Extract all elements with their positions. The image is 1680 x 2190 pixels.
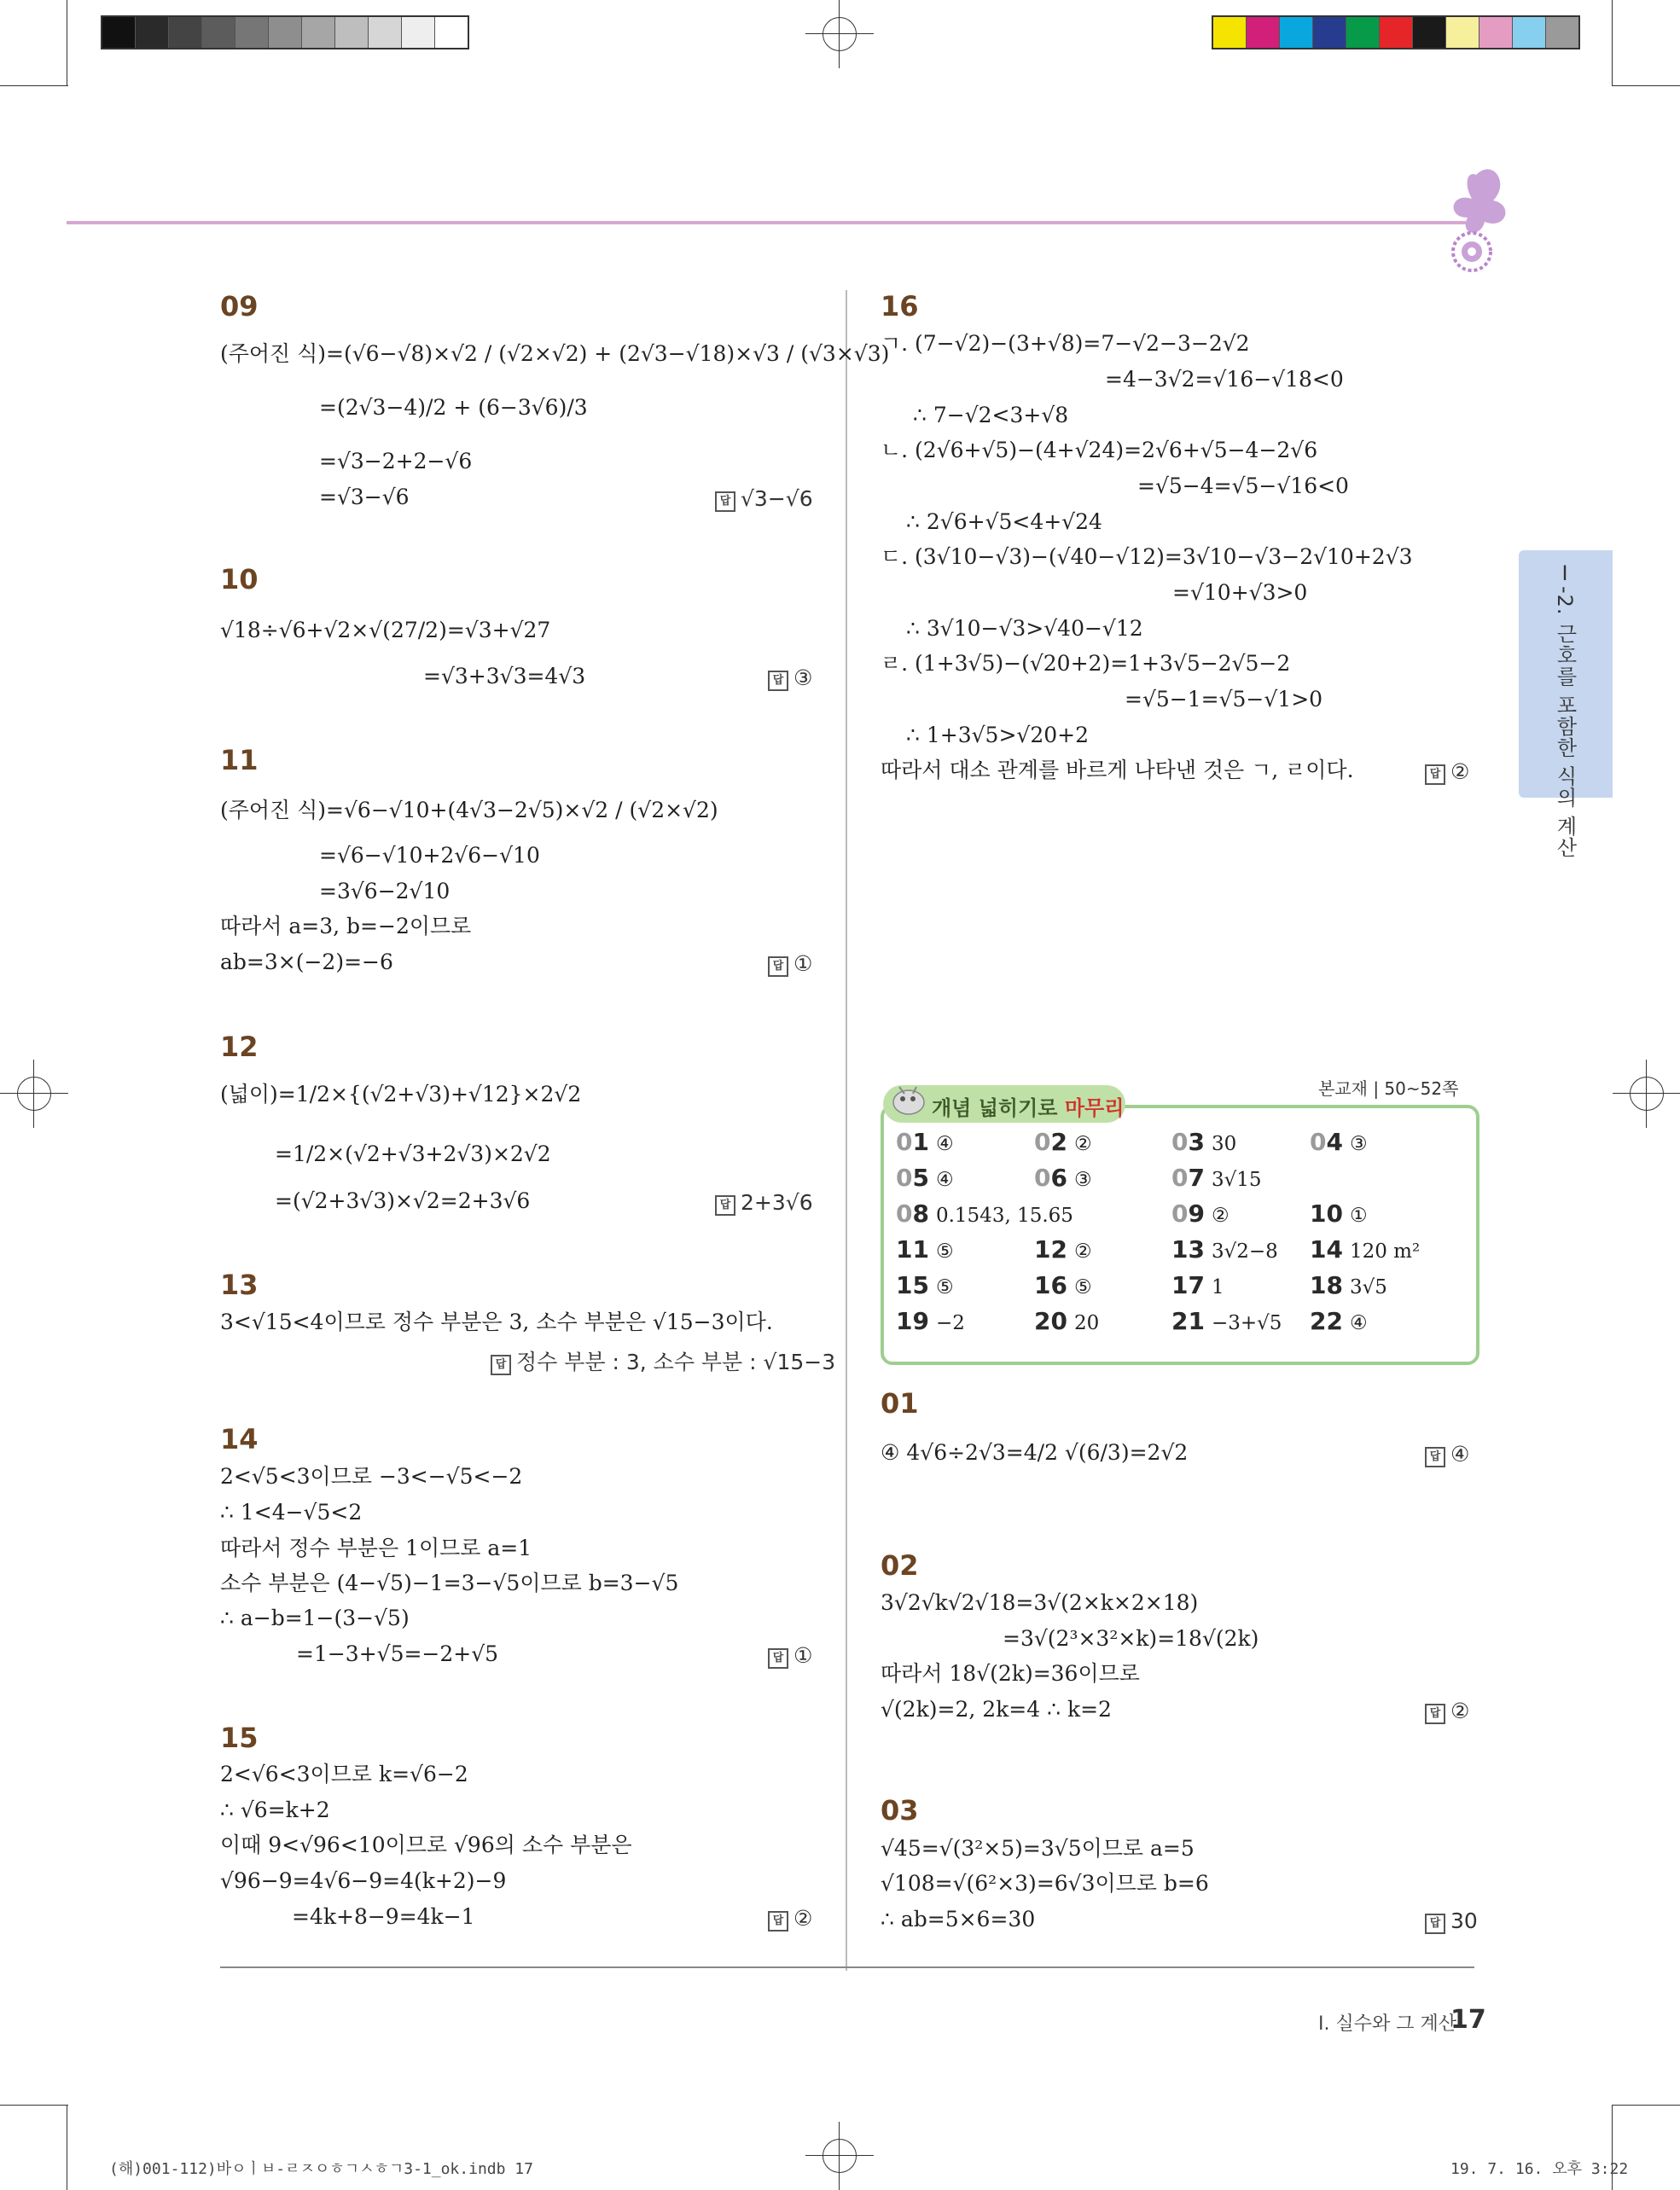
crop-mark bbox=[1612, 85, 1680, 86]
answer-tag-icon: 답 bbox=[768, 956, 788, 977]
mascot-icon bbox=[887, 1077, 930, 1119]
solution-line: √(2k)=2, 2k=4 ∴ k=2 bbox=[881, 1697, 1112, 1722]
solution-line: ∴ √6=k+2 bbox=[220, 1798, 330, 1822]
summary-item-number: 06 bbox=[1034, 1164, 1067, 1192]
calibration-swatch bbox=[1247, 17, 1280, 48]
color-calibration-bar bbox=[1212, 15, 1580, 49]
summary-item-value: ④ bbox=[935, 1133, 954, 1155]
summary-item-value: 1 bbox=[1211, 1276, 1224, 1298]
summary-item-number: 13 bbox=[1171, 1235, 1205, 1263]
summary-item-number: 16 bbox=[1034, 1271, 1067, 1299]
summary-item-number: 02 bbox=[1034, 1128, 1067, 1156]
calibration-swatch bbox=[1313, 17, 1346, 48]
registration-mark-left bbox=[0, 1060, 68, 1128]
print-slug-right: 19. 7. 16. 오후 3:22 bbox=[1450, 2160, 1629, 2178]
answer: 답 ① bbox=[768, 951, 812, 977]
crop-mark bbox=[1612, 0, 1613, 85]
calibration-swatch bbox=[369, 17, 402, 48]
summary-item-number: 12 bbox=[1034, 1235, 1067, 1263]
answer-tag-icon: 답 bbox=[1425, 764, 1445, 785]
footer-chapter: Ⅰ. 실수와 그 계산 bbox=[1318, 2013, 1456, 2035]
summary-answer-item bbox=[1171, 1271, 1224, 1299]
summary-item-value: ② bbox=[1073, 1240, 1092, 1263]
solution-line: =√6−√10+2√6−√10 bbox=[319, 843, 540, 868]
summary-item-number: 04 bbox=[1310, 1128, 1343, 1156]
solution-line: =3√(2³×3²×k)=18√(2k) bbox=[1003, 1626, 1259, 1651]
question-number: 14 bbox=[220, 1423, 259, 1455]
calibration-swatch bbox=[335, 17, 369, 48]
summary-item-value: 3√5 bbox=[1349, 1276, 1387, 1298]
answer-tag-icon: 답 bbox=[715, 491, 735, 512]
summary-item-value: ③ bbox=[1349, 1133, 1368, 1155]
summary-item-value: ① bbox=[1349, 1205, 1368, 1227]
registration-mark-right bbox=[1613, 1060, 1680, 1128]
question-number: 15 bbox=[220, 1722, 259, 1754]
solution-line: ∴ ab=5×6=30 bbox=[881, 1907, 1036, 1931]
summary-answer-item bbox=[896, 1271, 954, 1299]
solution-line: ㄷ. (3√10−√3)−(√40−√12)=3√10−√3−2√10+2√3 bbox=[881, 544, 1413, 569]
answer: 답 ③ bbox=[768, 665, 812, 691]
summary-item-value: ③ bbox=[1073, 1169, 1092, 1191]
question-number: 10 bbox=[220, 563, 259, 595]
summary-answer-item bbox=[1034, 1128, 1092, 1156]
summary-item-value: ② bbox=[1073, 1133, 1092, 1155]
solution-line: 따라서 정수 부분은 1이므로 a=1 bbox=[220, 1536, 532, 1560]
calibration-swatch bbox=[1380, 17, 1413, 48]
solution-line: ④ 4√6÷2√3=4/2 √(6/3)=2√2 bbox=[881, 1440, 1189, 1465]
summary-answer-item bbox=[1310, 1271, 1387, 1299]
summary-item-value: 3√15 bbox=[1211, 1169, 1262, 1191]
calibration-swatch bbox=[1546, 17, 1578, 48]
crop-mark bbox=[0, 2105, 68, 2106]
solution-line: =1/2×(√2+√3+2√3)×2√2 bbox=[275, 1141, 551, 1166]
answer: 답 ① bbox=[768, 1643, 812, 1669]
summary-answer-item bbox=[896, 1200, 1073, 1228]
header-rule bbox=[67, 221, 1466, 224]
solution-line: =4−3√2=√16−√18<0 bbox=[1105, 367, 1344, 392]
solution-line: ab=3×(−2)=−6 bbox=[220, 950, 393, 974]
solution-line: 2<√6<3이므로 k=√6−2 bbox=[220, 1762, 468, 1786]
summary-item-number: 17 bbox=[1171, 1271, 1205, 1299]
calibration-swatch bbox=[1213, 17, 1247, 48]
summary-item-value: ④ bbox=[1349, 1312, 1368, 1334]
solution-line: 3<√15<4이므로 정수 부분은 3, 소수 부분은 √15−3이다. bbox=[220, 1310, 773, 1334]
summary-item-number: 10 bbox=[1310, 1200, 1343, 1228]
summary-item-number: 08 bbox=[896, 1200, 929, 1228]
calibration-swatch bbox=[302, 17, 335, 48]
calibration-swatch bbox=[169, 17, 202, 48]
print-slug-left: (해)001-112)바ㅇㅣㅂ-ㄹㅈㅇㅎㄱㅅㅎㄱ3-1_ok.indb 17 bbox=[109, 2160, 533, 2178]
solution-line: 따라서 a=3, b=−2이므로 bbox=[220, 914, 472, 938]
solution-line: =√10+√3>0 bbox=[1172, 580, 1308, 605]
solution-line: ∴ 7−√2<3+√8 bbox=[913, 403, 1069, 427]
answer: 답 ② bbox=[768, 1906, 812, 1931]
solution-line: =√3−√6 bbox=[319, 485, 410, 509]
solution-line: ㄱ. (7−√2)−(3+√8)=7−√2−3−2√2 bbox=[881, 331, 1250, 356]
answer: 답 √3−√6 bbox=[715, 486, 813, 512]
answer-tag-icon: 답 bbox=[715, 1195, 735, 1216]
solution-line: √108=√(6²×3)=6√3이므로 b=6 bbox=[881, 1871, 1209, 1896]
summary-item-value: 3√2−8 bbox=[1211, 1240, 1278, 1263]
solution-line: ∴ 1<4−√5<2 bbox=[220, 1500, 363, 1525]
summary-answer-item bbox=[1310, 1235, 1420, 1263]
solution-line: 이때 9<√96<10이므로 √96의 소수 부분은 bbox=[220, 1833, 632, 1857]
calibration-swatch bbox=[1513, 17, 1546, 48]
question-number: 02 bbox=[881, 1549, 919, 1582]
solution-line: ∴ 1+3√5>√20+2 bbox=[906, 723, 1089, 747]
solution-line: ∴ 3√10−√3>√40−√12 bbox=[906, 616, 1143, 641]
summary-item-number: 01 bbox=[896, 1128, 929, 1156]
calibration-swatch bbox=[1346, 17, 1380, 48]
gray-calibration-bar bbox=[101, 15, 469, 49]
solution-line: =(2√3−4)/2 + (6−3√6)/3 bbox=[319, 395, 588, 420]
summary-item-number: 19 bbox=[896, 1307, 929, 1335]
summary-answer-item bbox=[1171, 1128, 1236, 1156]
calibration-swatch bbox=[102, 17, 136, 48]
question-number: 13 bbox=[220, 1269, 259, 1301]
solution-line: 소수 부분은 (4−√5)−1=3−√5이므로 b=3−√5 bbox=[220, 1571, 679, 1595]
calibration-swatch bbox=[202, 17, 235, 48]
answer-tag-icon: 답 bbox=[491, 1355, 511, 1375]
calibration-swatch bbox=[1479, 17, 1513, 48]
solution-line: 따라서 18√(2k)=36이므로 bbox=[881, 1661, 1140, 1686]
summary-item-value: 30 bbox=[1211, 1133, 1237, 1155]
solution-line: =1−3+√5=−2+√5 bbox=[296, 1641, 499, 1666]
solution-line: =(√2+3√3)×√2=2+3√6 bbox=[275, 1188, 531, 1213]
crop-mark bbox=[0, 85, 68, 86]
question-number: 03 bbox=[881, 1794, 919, 1827]
summary-item-value: 20 bbox=[1073, 1312, 1100, 1334]
summary-item-value: −2 bbox=[935, 1312, 965, 1334]
solution-line: =√5−1=√5−√1>0 bbox=[1125, 687, 1323, 712]
summary-title: 개념 넓히기로 마무리 bbox=[932, 1096, 1125, 1120]
textbook-page-reference: 본교재 | 50~52쪽 bbox=[1318, 1078, 1459, 1099]
calibration-swatch bbox=[1280, 17, 1313, 48]
solution-line: ∴ a−b=1−(3−√5) bbox=[220, 1606, 410, 1630]
question-number: 12 bbox=[220, 1031, 259, 1063]
solution-line: (넓이)=1/2×{(√2+√3)+√12}×2√2 bbox=[220, 1082, 582, 1107]
solution-line: ㄹ. (1+3√5)−(√20+2)=1+3√5−2√5−2 bbox=[881, 651, 1291, 676]
summary-item-number: 03 bbox=[1171, 1128, 1205, 1156]
summary-item-value: ⑤ bbox=[935, 1240, 954, 1263]
answer-tag-icon: 답 bbox=[1425, 1447, 1445, 1467]
solution-line: ∴ 2√6+√5<4+√24 bbox=[906, 509, 1102, 534]
summary-answer-item bbox=[896, 1128, 954, 1156]
registration-mark-top bbox=[805, 0, 874, 68]
answer: 답 정수 부분 : 3, 소수 부분 : √15−3 bbox=[491, 1345, 835, 1376]
summary-answer-item bbox=[1171, 1200, 1229, 1228]
summary-item-number: 05 bbox=[896, 1164, 929, 1192]
answer: 답 ② bbox=[1425, 1699, 1469, 1724]
summary-item-number: 20 bbox=[1034, 1307, 1067, 1335]
summary-answer-item bbox=[1171, 1164, 1262, 1192]
summary-item-value: ⑤ bbox=[1073, 1276, 1092, 1298]
question-number: 11 bbox=[220, 744, 259, 776]
flower-ornament-icon bbox=[1433, 158, 1519, 277]
calibration-swatch bbox=[402, 17, 435, 48]
summary-answer-item bbox=[896, 1235, 954, 1263]
summary-answer-item bbox=[1034, 1307, 1099, 1335]
summary-item-number: 22 bbox=[1310, 1307, 1343, 1335]
answer-tag-icon: 답 bbox=[1425, 1704, 1445, 1724]
answer-tag-icon: 답 bbox=[1425, 1914, 1445, 1934]
summary-item-number: 18 bbox=[1310, 1271, 1343, 1299]
question-number: 16 bbox=[881, 290, 919, 322]
registration-mark-bottom bbox=[805, 2122, 874, 2190]
solution-line: =4k+8−9=4k−1 bbox=[292, 1904, 475, 1929]
solution-line: √96−9=4√6−9=4(k+2)−9 bbox=[220, 1868, 507, 1893]
summary-item-value: ⑤ bbox=[935, 1276, 954, 1298]
bottom-rule bbox=[220, 1966, 1474, 1968]
solution-line: =√5−4=√5−√16<0 bbox=[1137, 473, 1349, 498]
solution-line: =3√6−2√10 bbox=[319, 879, 451, 903]
summary-item-value: 0.1543, 15.65 bbox=[935, 1205, 1073, 1227]
solution-line: (주어진 식)=√6−√10+(4√3−2√5)×√2 / (√2×√2) bbox=[220, 798, 718, 822]
solution-line: =√3+3√3=4√3 bbox=[423, 664, 586, 688]
summary-item-number: 21 bbox=[1171, 1307, 1205, 1335]
summary-item-value: −3+√5 bbox=[1211, 1312, 1282, 1334]
solution-line: 따라서 대소 관계를 바르게 나타낸 것은 ㄱ, ㄹ이다. bbox=[881, 758, 1354, 782]
summary-answer-item bbox=[1310, 1200, 1368, 1228]
calibration-swatch bbox=[1446, 17, 1479, 48]
summary-answer-item bbox=[1310, 1307, 1368, 1335]
solution-line: √45=√(3²×5)=3√5이므로 a=5 bbox=[881, 1836, 1195, 1861]
answer: 답 ② bbox=[1425, 759, 1469, 785]
summary-answer-item bbox=[896, 1307, 965, 1335]
answer-tag-icon: 답 bbox=[768, 671, 788, 691]
summary-item-number: 14 bbox=[1310, 1235, 1343, 1263]
summary-answer-item bbox=[1171, 1235, 1278, 1263]
summary-answer-item bbox=[1171, 1307, 1282, 1335]
solution-line: ㄴ. (2√6+√5)−(4+√24)=2√6+√5−4−2√6 bbox=[881, 438, 1318, 462]
answer-tag-icon: 답 bbox=[768, 1911, 788, 1931]
question-number: 09 bbox=[220, 290, 259, 322]
calibration-swatch bbox=[269, 17, 302, 48]
solution-line: (주어진 식)=(√6−√8)×√2 / (√2×√2) + (2√3−√18)×√3 / (√3×√3) bbox=[220, 341, 890, 366]
calibration-swatch bbox=[435, 17, 468, 48]
summary-answer-item bbox=[896, 1164, 954, 1192]
summary-answer-item bbox=[1034, 1271, 1092, 1299]
question-number: 01 bbox=[881, 1387, 919, 1420]
answer: 답 2+3√6 bbox=[715, 1190, 813, 1216]
column-divider bbox=[846, 290, 847, 1971]
calibration-swatch bbox=[136, 17, 169, 48]
summary-item-value: ② bbox=[1211, 1205, 1229, 1227]
answer: 답 30 bbox=[1425, 1908, 1478, 1934]
calibration-swatch bbox=[1413, 17, 1446, 48]
answer: 답 ④ bbox=[1425, 1442, 1469, 1467]
summary-answer-item bbox=[1034, 1235, 1092, 1263]
solution-line: =√3−2+2−√6 bbox=[319, 449, 473, 473]
summary-answer-item bbox=[1034, 1164, 1092, 1192]
summary-item-number: 11 bbox=[896, 1235, 929, 1263]
page-number: 17 bbox=[1450, 2005, 1486, 2035]
answer-tag-icon: 답 bbox=[768, 1648, 788, 1669]
chapter-side-tab-label: Ⅰ-2. 근호를 포함한 식의 계산 bbox=[1553, 561, 1577, 859]
solution-line: 2<√5<3이므로 −3<−√5<−2 bbox=[220, 1464, 523, 1489]
summary-item-value: 120 m² bbox=[1349, 1240, 1421, 1263]
solution-line: √18÷√6+√2×√(27/2)=√3+√27 bbox=[220, 618, 551, 642]
summary-item-number: 09 bbox=[1171, 1200, 1205, 1228]
calibration-swatch bbox=[235, 17, 269, 48]
crop-mark bbox=[1612, 2105, 1680, 2106]
solution-line: 3√2√k√2√18=3√(2×k×2×18) bbox=[881, 1590, 1199, 1615]
summary-item-number: 15 bbox=[896, 1271, 929, 1299]
summary-answer-item bbox=[1310, 1128, 1368, 1156]
summary-item-value: ④ bbox=[935, 1169, 954, 1191]
summary-item-number: 07 bbox=[1171, 1164, 1205, 1192]
